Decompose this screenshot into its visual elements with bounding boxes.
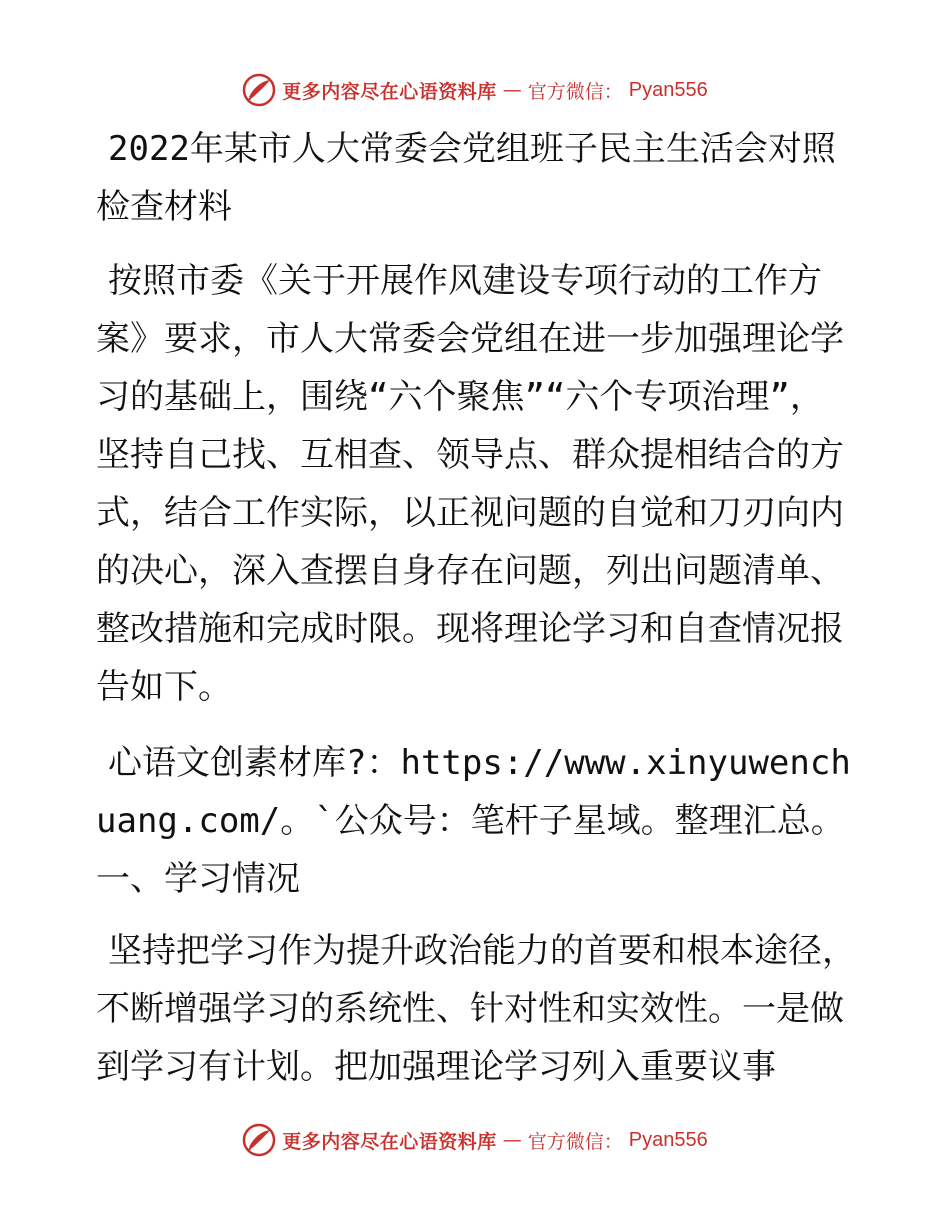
watermark-library-text: 更多内容尽在心语资料库 <box>282 80 497 103</box>
watermark-official-label: 官方微信： <box>527 80 623 103</box>
watermark-dash: — <box>502 79 522 101</box>
watermark-dash: — <box>502 1129 522 1151</box>
watermark-header <box>0 70 950 110</box>
paragraph-study <box>96 922 856 1096</box>
watermark-wechat-id: Pyan556 <box>628 78 708 101</box>
paragraph-source-text: 心语文创素材库?：https://www.xinyuwenchuang.com/。`公众号：笔杆子星域。整理汇总。一、学习情况 <box>96 743 851 899</box>
pen-logo-icon <box>242 73 276 107</box>
paragraph-intro-text: 按照市委《关于开展作风建设专项行动的工作方案》要求，市人大常委会党组在进一步加强理论学习的基础上，围绕“六个聚焦”“六个专项治理”，坚持自己找、互相查、领导点、群众提相结合的方式，结合工作实际，以正视问题的自觉和刀刃向内的决心，深入查摆自身存在问题，列出问题清单、整改措施和完成时限。现将理论学习和自查情况报告如下。 <box>96 261 844 707</box>
watermark-official-label: 官方微信： <box>527 1130 623 1153</box>
paragraph-intro <box>96 252 856 716</box>
watermark-library-text: 更多内容尽在心语资料库 <box>282 1130 497 1153</box>
pen-logo-icon <box>242 1123 276 1157</box>
watermark-footer <box>0 1120 950 1160</box>
paragraph-study-text: 坚持把学习作为提升政治能力的首要和根本途径，不断增强学习的系统性、针对性和实效性。一是做到学习有计划。把加强理论学习列入重要议事 <box>96 931 856 1087</box>
title-text: 2022年某市人大常委会党组班子民主生活会对照检查材料 <box>96 129 836 227</box>
watermark-wechat-id: Pyan556 <box>628 1128 708 1151</box>
paragraph-source <box>96 734 856 908</box>
document-title <box>96 120 856 236</box>
